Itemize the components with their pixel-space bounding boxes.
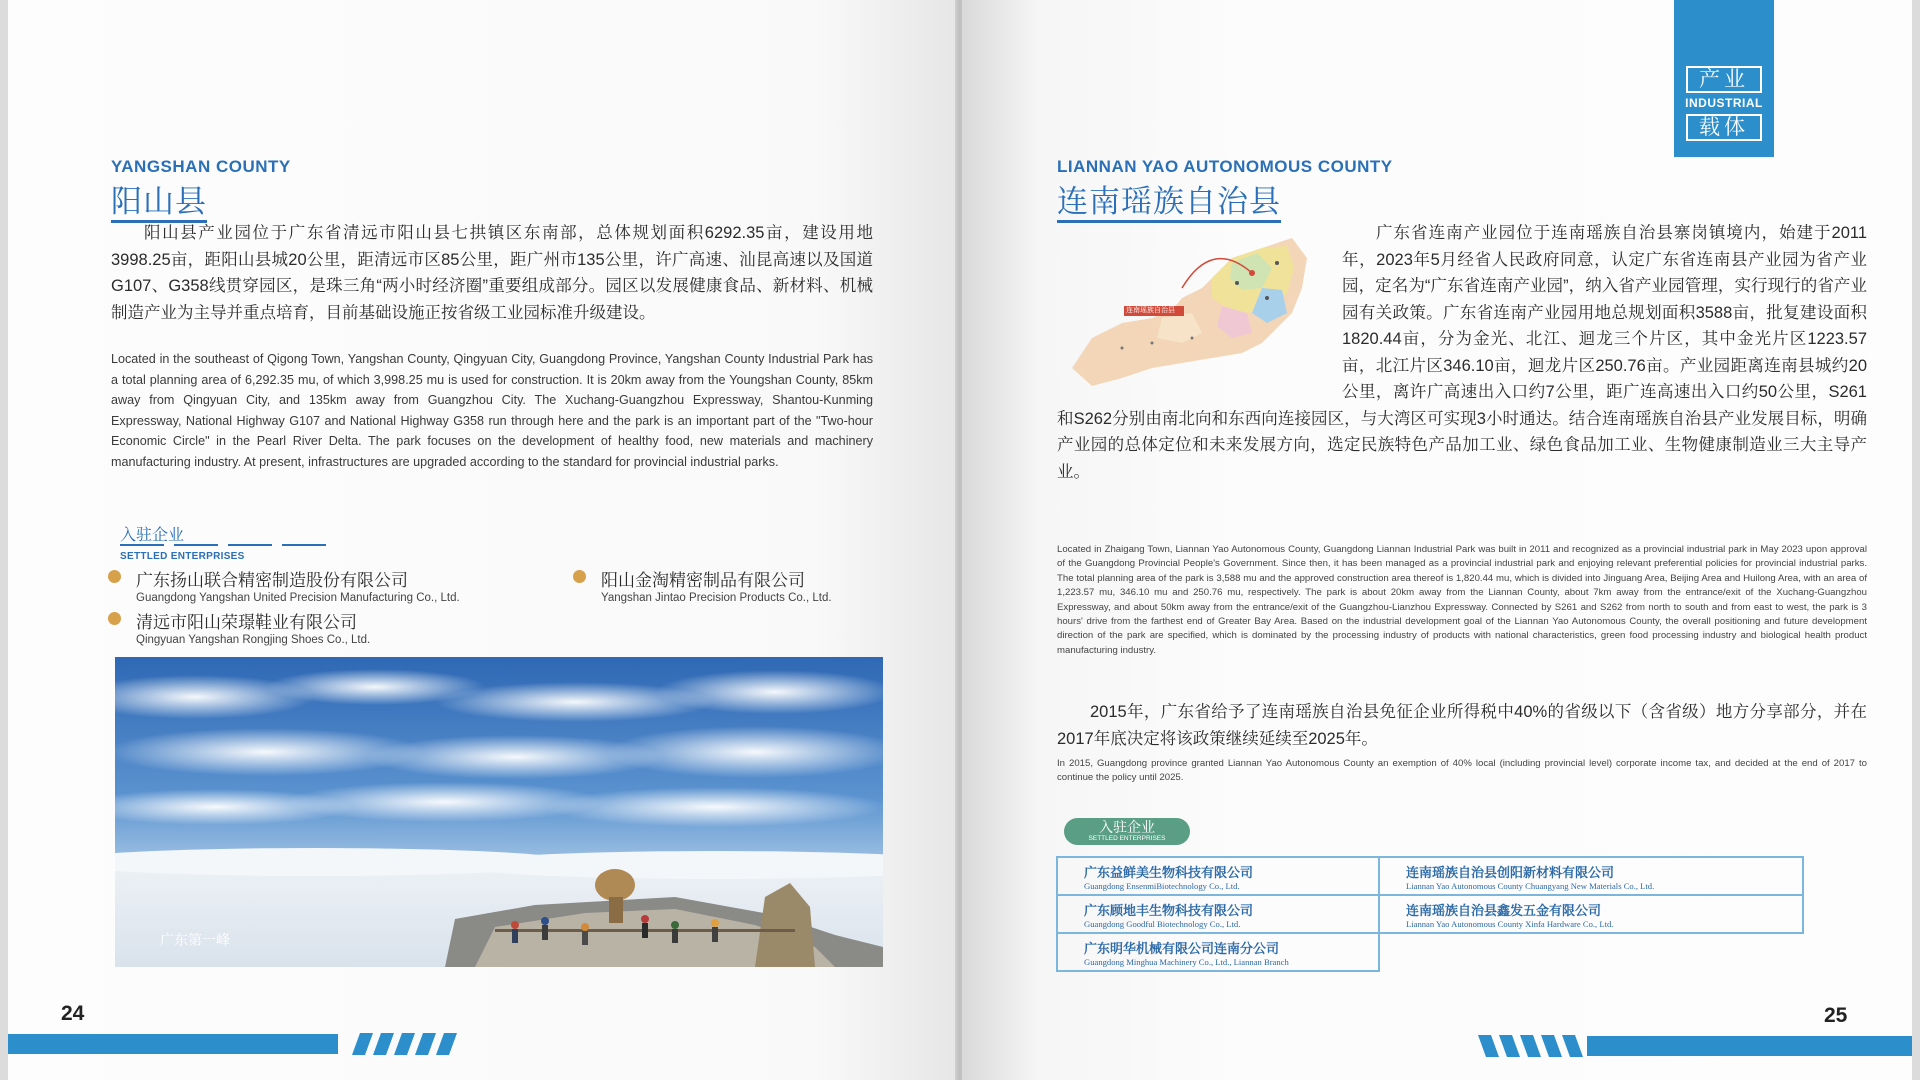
enterprise-name-en: Guangdong EnsenmiBiotechnology Co., Ltd. xyxy=(1084,881,1240,891)
county-title-en: LIANNAN YAO AUTONOMOUS COUNTY xyxy=(1057,157,1393,176)
enterprise-name-zh: 清远市阳山荣璟鞋业有限公司 xyxy=(136,613,357,632)
map-label: 连南瑶族自治县 xyxy=(1126,307,1175,314)
policy-zh: 2015年，广东省给予了连南瑶族自治县免征企业所得税中40%的省级以下（含省级）地方分享部分，并在2017年底决定将该政策继续延续至2025年。 xyxy=(1057,703,1867,748)
enterprises-badge xyxy=(1064,818,1190,845)
table-row xyxy=(1057,895,1803,933)
intro-en: Located in Zhaigang Town, Liannan Yao Autonomous County, Guangdong Liannan Industrial Park was built in 2011 and recognized as a provincial industrial park in May 2023 upon approval of the Guangdong Provincial People's Government. Since then, it has been managed as a provincial industrial park and enjoying relevant preferential policies for provincial industrial parks. The total planning area of the park is 3,588 mu and the approved construction area thereof is 1,820.44 mu, which is divided into Jinguang Area, Beijing Area and Huilong Area, with an area of 1,223.57 mu, 346.10 mu and 250.76 mu, respectively. The park is about 20km away from the Liannan County, about 7km away from the entrance/exit of the Xuchang-Guangzhou Expressway, and about 50km away from the entrance/exit of the Guangzhou-Lianzhou Expressway. Connected by S261 and S262 from north to south and from east to west, the park is 3 hours' drive from the farthest end of Greater Bay Area. Based on the industrial development goal of the Liannan Yao Autonomous County, the overall positioning and future development direction of the park are specified, which is dominated by the processing industry of products with national characteristics, green food processing industry and biological health product manufacturing industry. xyxy=(1057,544,1867,656)
table-cell xyxy=(1057,857,1379,895)
footer-band xyxy=(8,1034,338,1054)
enterprise-name-en: Guangdong Goodful Biotechnology Co., Ltd. xyxy=(1084,919,1241,929)
table-row xyxy=(1057,857,1803,895)
footer-stripe xyxy=(436,1033,457,1055)
intro-zh xyxy=(1057,220,1867,485)
enterprises-title-en: SETTLED ENTERPRISES xyxy=(1088,835,1166,842)
table-cell xyxy=(1379,895,1803,933)
enterprise-name-zh: 广东顾地丰生物科技有限公司 xyxy=(1084,903,1254,918)
tab-label-top: 产业 xyxy=(1686,66,1762,93)
enterprise-name-zh: 广东益鲜美生物科技有限公司 xyxy=(1084,865,1254,880)
enterprise-name-en: Guangdong Yangshan United Precision Manufacturing Co., Ltd. xyxy=(136,592,460,604)
footer-stripe xyxy=(1520,1035,1541,1057)
county-title-zh-wrap xyxy=(1057,176,1281,221)
tab-label-en: INDUSTRIAL xyxy=(1685,96,1763,110)
section-tab xyxy=(1674,0,1774,157)
enterprise-name-en: Liannan Yao Autonomous County Xinfa Hardware Co., Ltd. xyxy=(1406,919,1614,929)
map-float-spacer xyxy=(1057,220,1342,400)
bullet-icon xyxy=(108,570,121,583)
list-item xyxy=(108,566,460,604)
table-cell xyxy=(1379,857,1803,895)
policy-en: In 2015, Guangdong province granted Liannan Yao Autonomous County an exemption of 40% local (including provincial level) corporate income tax, and decided at the end of 2017 to continue the policy until 2025. xyxy=(1057,758,1867,784)
enterprises-header xyxy=(120,522,245,562)
enterprises-title-zh: 入驻企业 xyxy=(1099,819,1155,835)
table-row xyxy=(1057,933,1803,971)
footer-stripe xyxy=(1562,1035,1583,1057)
enterprise-name-zh: 连南瑶族自治县鑫发五金有限公司 xyxy=(1406,903,1602,918)
enterprise-name-zh: 连南瑶族自治县创阳新材料有限公司 xyxy=(1406,865,1615,880)
county-title-en: YANGSHAN COUNTY xyxy=(111,157,291,176)
list-item xyxy=(108,608,370,646)
photo-caption: 广东第一峰 xyxy=(160,932,230,948)
enterprise-name-en: Liannan Yao Autonomous County Chuangyang New Materials Co., Ltd. xyxy=(1406,881,1655,891)
county-title-zh-wrap xyxy=(111,176,207,221)
divider xyxy=(228,544,272,546)
footer-stripe xyxy=(352,1033,373,1055)
footer-stripe xyxy=(1499,1035,1520,1057)
divider xyxy=(120,544,164,546)
footer-stripe xyxy=(415,1033,436,1055)
footer-stripe xyxy=(1541,1035,1562,1057)
divider xyxy=(174,544,218,546)
table-cell xyxy=(1057,933,1379,971)
table-cell-empty xyxy=(1379,933,1803,971)
enterprise-table xyxy=(1056,856,1804,972)
footer-stripe xyxy=(373,1033,394,1055)
enterprise-name-en: Qingyuan Yangshan Rongjing Shoes Co., Ltd. xyxy=(136,634,371,646)
tab-label-bottom: 载体 xyxy=(1686,114,1762,141)
enterprise-name-zh: 阳山金淘精密制品有限公司 xyxy=(601,571,805,590)
footer-stripe xyxy=(394,1033,415,1055)
table-cell xyxy=(1057,895,1379,933)
list-item xyxy=(573,566,832,604)
enterprises-title-zh: 入驻企业 xyxy=(120,527,185,544)
divider xyxy=(282,544,326,546)
enterprise-name-en: Guangdong Minghua Machinery Co., Ltd., Liannan Branch xyxy=(1084,957,1289,967)
mountain-photo-art xyxy=(115,657,883,967)
footer-band xyxy=(1587,1036,1912,1056)
enterprise-name-en: Yangshan Jintao Precision Products Co., Ltd. xyxy=(601,592,832,604)
right-page xyxy=(962,0,1912,1080)
bullet-icon xyxy=(573,570,586,583)
mountain-photo xyxy=(115,657,883,967)
left-page xyxy=(8,0,958,1080)
intro-zh-text: 广东省连南产业园位于连南瑶族自治县寨岗镇境内，始建于2011年，2023年5月经省人民政府同意，认定广东省连南县产业园为省产业园，定名为“广东省连南产业园”，纳入省产业园管理，实行现行的省产业园有关政策。广东省连南产业园用地总规划面积3588亩，批复建设面积1820.44亩，分为金光、北江、迴龙三个片区，其中金光片区1223.57亩，北江片区346.10亩，迴龙片区250.76亩。产业园距离连南县城约20公里，离许广高速出入口约7公里，距广连高速出入口约50公里，S261和S262分别由南北向和东西向连接园区，与大湾区可实现3小时通达。结合连南瑶族自治县产业发展目标，明确产业园的总体定位和未来发展方向，选定民族特色产品加工业、绿色食品加工业、生物健康制造业三大主导产业。 xyxy=(1057,224,1867,481)
page-number: 24 xyxy=(61,1002,85,1025)
enterprise-name-zh: 广东明华机械有限公司连南分公司 xyxy=(1084,941,1280,956)
footer-stripe xyxy=(1478,1035,1499,1057)
enterprises-title-en: SETTLED ENTERPRISES xyxy=(120,551,245,562)
intro-zh: 阳山县产业园位于广东省清远市阳山县七拱镇区东南部，总体规划面积6292.35亩，建设用地3998.25亩，距阳山县城20公里，距清远市区85公里，距广州市135公里，许广高速、汕昆高速以及国道G107、G358线贯穿园区，是珠三角“两小时经济圈”重要组成部分。园区以发展健康食品、新材料、机械制造产业为主导并重点培育，目前基础设施正按省级工业园标准升级建设。 xyxy=(111,224,873,322)
county-title-zh: 连南瑶族自治县 xyxy=(1057,184,1281,223)
intro-en: Located in the southeast of Qigong Town, Yangshan County, Qingyuan City, Guangdong Province, Yangshan County Industrial Park has a total planning area of 6,292.35 mu, of which 3,998.25 mu is used for construction. It is 20km away from the Youngshan County, 85km away from Qingyuan City, and 135km away from Guangzhou City. The Xuchang-Guangzhou Expressway, Shantou-Kunming Expressway, National Highway G107 and National Highway G358 run through here and the park is an important part of the "Two-hour Economic Circle" in the Pearl River Delta. The park focuses on the development of healthy food, new materials and machinery manufacturing industry. At present, infrastructures are upgraded according to the standard for provincial industrial parks. xyxy=(111,352,873,469)
bullet-icon xyxy=(108,612,121,625)
county-title-zh: 阳山县 xyxy=(111,184,207,223)
page-number: 25 xyxy=(1824,1004,1848,1027)
enterprise-name-zh: 广东扬山联合精密制造股份有限公司 xyxy=(136,571,408,590)
